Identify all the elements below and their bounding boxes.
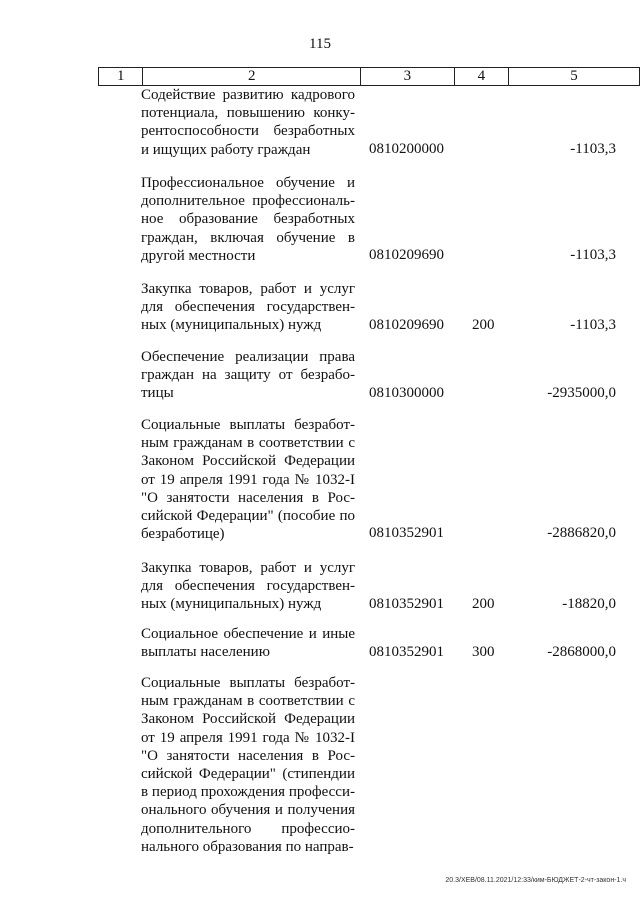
row-amount: -2935000,0: [547, 385, 616, 401]
row-code: 0810209690: [369, 317, 444, 333]
column-header-1: 1: [99, 68, 143, 86]
row-code: 0810300000: [369, 385, 444, 401]
row-amount: -18820,0: [562, 596, 616, 612]
page-number: 115: [309, 36, 331, 52]
row-amount: -2886820,0: [547, 525, 616, 541]
column-header-5: 5: [508, 68, 639, 86]
row-code: 0810352901: [369, 525, 444, 541]
row-description: Закупка товаров, работ и услуг для обеспечения государствен-ных (муниципальных) нужд: [141, 281, 355, 334]
row-description: Социальные выплаты безработ-ным гражданам в соответствии с Законом Российской Федерации от 19 апреля 1991 года № 1032-I "О занятости населения в Рос-сийской Федерации" (пособие по безработице): [141, 417, 355, 543]
row-amount: -1103,3: [570, 141, 616, 157]
document-footer-code: 20.3/ХЕВ/08.11.2021/12:33/ким-БЮДЖЕТ-2-чт-закон-1.ч: [445, 877, 626, 884]
row-code: 0810200000: [369, 141, 444, 157]
row-description: Профессиональное обучение и дополнительное профессиональ-ное образование безработных граждан, включая обучение в другой местности: [141, 175, 355, 264]
row-amount: -2868000,0: [547, 644, 616, 660]
row-description: Обеспечение реализации права граждан на защиту от безрабо-тицы: [141, 349, 355, 402]
row-description: Закупка товаров, работ и услуг для обеспечения государствен-ных (муниципальных) нужд: [141, 560, 355, 613]
row-group: 200: [472, 317, 495, 333]
row-amount: -1103,3: [570, 317, 616, 333]
row-description: Социальные выплаты безработ-ным гражданам в соответствии с Законом Российской Федерации от 19 апреля 1991 года № 1032-I "О занятости населения в Рос-сийской Федерации" (стипендии в период прохождения професси-онального обучения и получения дополнительного профессио-нального образования по направ-: [141, 675, 355, 855]
column-header-4: 4: [454, 68, 508, 86]
row-code: 0810352901: [369, 596, 444, 612]
row-description: Социальное обеспечение и иные выплаты населению: [141, 626, 355, 661]
column-header-row: [98, 67, 640, 86]
column-header-3: 3: [361, 68, 455, 86]
row-amount: -1103,3: [570, 247, 616, 263]
column-header-2: 2: [143, 68, 361, 86]
row-code: 0810352901: [369, 644, 444, 660]
row-code: 0810209690: [369, 247, 444, 263]
row-group: 300: [472, 644, 495, 660]
row-group: 200: [472, 596, 495, 612]
row-description: Содействие развитию кадрового потенциала, повышению конку-рентоспособности безработных и ищущих работу граждан: [141, 87, 355, 158]
